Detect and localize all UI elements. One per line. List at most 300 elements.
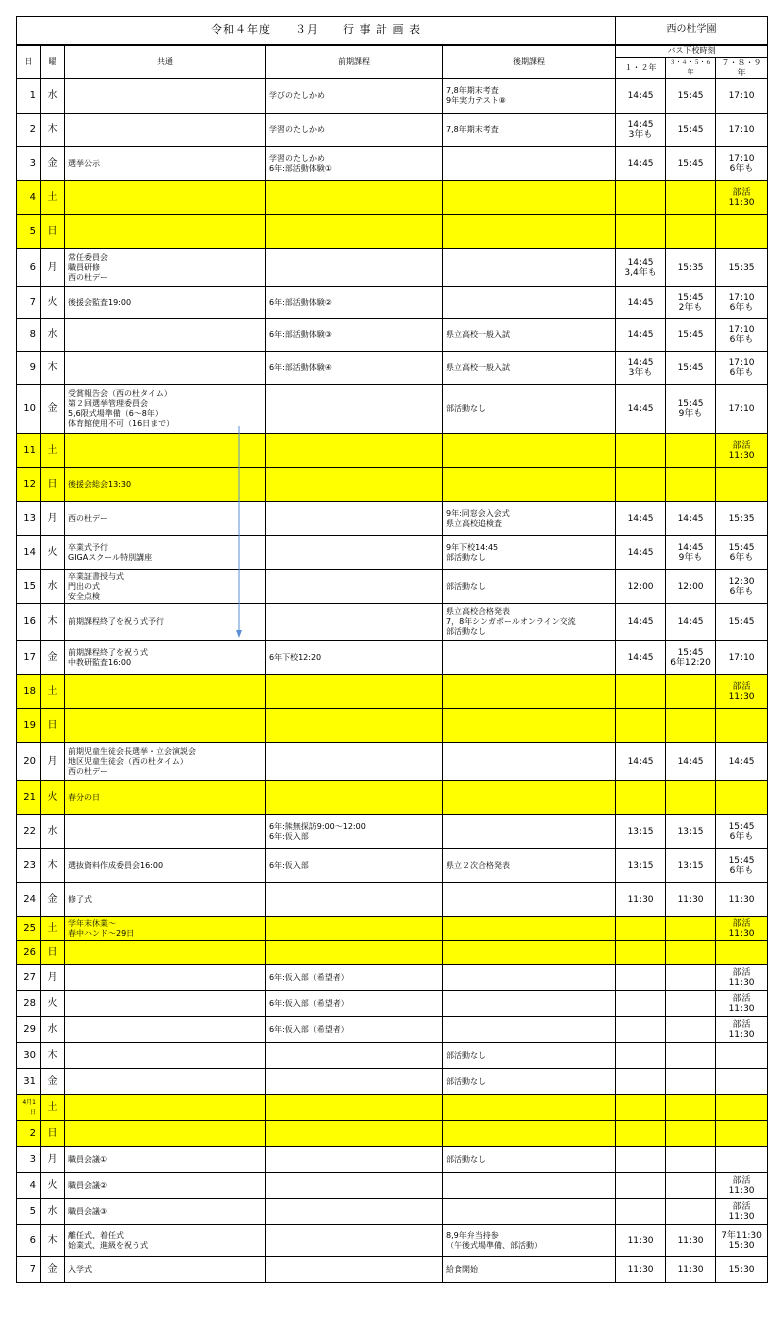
cell-day: 25 <box>17 917 41 941</box>
cell-bus-7-9 <box>716 709 768 743</box>
cell-bus-3-6 <box>666 709 716 743</box>
cell-bus-1-2 <box>616 468 666 502</box>
table-row <box>17 1257 768 1283</box>
table-row <box>17 941 768 965</box>
cell-bus-3-6: 14:45 <box>666 743 716 781</box>
cell-bus-1-2 <box>616 709 666 743</box>
cell-bus-1-2 <box>616 1173 666 1199</box>
cell-common: 前期児童生徒会長選挙・立会演説会 地区児童生徒会（西の杜タイム） 西の杜デー <box>65 743 266 781</box>
cell-bus-7-9: 17:10 <box>716 641 768 675</box>
cell-weekday: 火 <box>41 536 65 570</box>
cell-day: 1 <box>17 79 41 114</box>
cell-early <box>266 385 443 434</box>
cell-bus-7-9 <box>716 468 768 502</box>
cell-early: 6年:仮入部 <box>266 849 443 883</box>
cell-weekday: 日 <box>41 215 65 249</box>
table-row <box>17 1043 768 1069</box>
cell-weekday: 月 <box>41 1147 65 1173</box>
cell-day: 10 <box>17 385 41 434</box>
header-common: 共通 <box>65 45 266 79</box>
cell-day: 15 <box>17 570 41 604</box>
cell-bus-1-2 <box>616 1069 666 1095</box>
cell-weekday: 火 <box>41 287 65 319</box>
cell-early: 6年:部活動体験④ <box>266 352 443 385</box>
cell-bus-1-2 <box>616 1043 666 1069</box>
cell-bus-1-2: 14:45 3,4年も <box>616 249 666 287</box>
table-row <box>17 181 768 215</box>
cell-day: 8 <box>17 319 41 352</box>
cell-bus-3-6 <box>666 468 716 502</box>
cell-weekday: 月 <box>41 743 65 781</box>
cell-weekday: 土 <box>41 434 65 468</box>
cell-common <box>65 709 266 743</box>
cell-bus-7-9: 部活 11:30 <box>716 1173 768 1199</box>
cell-early <box>266 743 443 781</box>
cell-bus-7-9: 部活 11:30 <box>716 1017 768 1043</box>
cell-early <box>266 215 443 249</box>
cell-day: 3 <box>17 1147 41 1173</box>
cell-bus-3-6 <box>666 965 716 991</box>
header-bus: バス下校時刻 <box>616 45 768 58</box>
cell-day: 21 <box>17 781 41 815</box>
cell-weekday: 水 <box>41 1017 65 1043</box>
cell-late <box>443 147 616 181</box>
schedule-table <box>16 16 768 1283</box>
cell-day: 31 <box>17 1069 41 1095</box>
cell-bus-3-6: 13:15 <box>666 849 716 883</box>
cell-bus-3-6 <box>666 675 716 709</box>
cell-late: 9年下校14:45 部活動なし <box>443 536 616 570</box>
cell-weekday: 水 <box>41 815 65 849</box>
cell-bus-3-6: 14:45 <box>666 502 716 536</box>
cell-weekday: 木 <box>41 1225 65 1257</box>
table-row <box>17 781 768 815</box>
cell-common: 卒業証書授与式 門出の式 安全点検 <box>65 570 266 604</box>
cell-bus-3-6 <box>666 1095 716 1121</box>
cell-day: 26 <box>17 941 41 965</box>
cell-bus-7-9: 15:45 6年も <box>716 849 768 883</box>
cell-bus-1-2 <box>616 781 666 815</box>
cell-common: 後援会総会13:30 <box>65 468 266 502</box>
cell-early <box>266 1095 443 1121</box>
table-row <box>17 1173 768 1199</box>
cell-late: 部活動なし <box>443 1069 616 1095</box>
cell-late: 部活動なし <box>443 1043 616 1069</box>
cell-late <box>443 468 616 502</box>
header-grade-7-9: ７・８・９年 <box>716 58 768 79</box>
cell-early: 6年下校12:20 <box>266 641 443 675</box>
cell-bus-3-6: 15:45 6年12:20 <box>666 641 716 675</box>
cell-bus-7-9: 15:35 <box>716 249 768 287</box>
cell-day: 4 <box>17 1173 41 1199</box>
cell-late: 県立高校一般入試 <box>443 319 616 352</box>
cell-bus-7-9: 部活 11:30 <box>716 675 768 709</box>
cell-bus-7-9 <box>716 1147 768 1173</box>
table-row <box>17 917 768 941</box>
cell-bus-3-6 <box>666 781 716 815</box>
cell-common: 選抜資料作成委員会16:00 <box>65 849 266 883</box>
cell-day: 7 <box>17 287 41 319</box>
cell-common: 選挙公示 <box>65 147 266 181</box>
cell-early <box>266 468 443 502</box>
cell-bus-7-9: 7年11:30 15:30 <box>716 1225 768 1257</box>
cell-weekday: 水 <box>41 1199 65 1225</box>
cell-weekday: 木 <box>41 604 65 641</box>
cell-late <box>443 1095 616 1121</box>
cell-early: 学びのたしかめ <box>266 79 443 114</box>
cell-day: 13 <box>17 502 41 536</box>
header-late: 後期課程 <box>443 45 616 79</box>
cell-day: 24 <box>17 883 41 917</box>
table-row <box>17 815 768 849</box>
cell-weekday: 木 <box>41 114 65 147</box>
cell-bus-3-6 <box>666 215 716 249</box>
cell-day: 7 <box>17 1257 41 1283</box>
cell-bus-3-6: 13:15 <box>666 815 716 849</box>
cell-bus-3-6 <box>666 434 716 468</box>
cell-bus-7-9: 15:45 <box>716 604 768 641</box>
cell-common <box>65 79 266 114</box>
cell-bus-1-2: 14:45 <box>616 604 666 641</box>
cell-bus-1-2: 14:45 <box>616 319 666 352</box>
cell-bus-1-2: 12:00 <box>616 570 666 604</box>
cell-bus-3-6 <box>666 1069 716 1095</box>
cell-day: 4月1日 <box>17 1095 41 1121</box>
cell-bus-1-2: 14:45 <box>616 502 666 536</box>
cell-bus-1-2: 14:45 <box>616 743 666 781</box>
cell-late <box>443 434 616 468</box>
table-row <box>17 147 768 181</box>
cell-early: 6年:仮入部（希望者） <box>266 965 443 991</box>
cell-bus-3-6: 11:30 <box>666 1257 716 1283</box>
cell-bus-7-9: 17:10 6年も <box>716 287 768 319</box>
cell-bus-1-2: 14:45 <box>616 385 666 434</box>
cell-common <box>65 815 266 849</box>
cell-late <box>443 1199 616 1225</box>
table-row <box>17 965 768 991</box>
cell-common: 後援会監査19:00 <box>65 287 266 319</box>
cell-bus-1-2 <box>616 434 666 468</box>
cell-common: 西の杜デー <box>65 502 266 536</box>
cell-bus-1-2 <box>616 917 666 941</box>
cell-weekday: 水 <box>41 79 65 114</box>
cell-common: 職員会議③ <box>65 1199 266 1225</box>
cell-late: 8,9年弁当持参 （午後式場準備、部活動） <box>443 1225 616 1257</box>
school-name: 西の杜学園 <box>616 17 768 45</box>
cell-common <box>65 181 266 215</box>
cell-common <box>65 1069 266 1095</box>
cell-bus-3-6 <box>666 941 716 965</box>
cell-weekday: 木 <box>41 1043 65 1069</box>
cell-common <box>65 215 266 249</box>
cell-bus-3-6: 14:45 <box>666 604 716 641</box>
table-row <box>17 1017 768 1043</box>
header-grade-1-2: １・２年 <box>616 58 666 79</box>
cell-early <box>266 1199 443 1225</box>
cell-bus-1-2: 11:30 <box>616 1257 666 1283</box>
cell-late <box>443 287 616 319</box>
cell-day: 17 <box>17 641 41 675</box>
cell-late <box>443 1173 616 1199</box>
cell-early <box>266 1069 443 1095</box>
cell-early <box>266 181 443 215</box>
cell-late <box>443 709 616 743</box>
cell-bus-3-6: 15:45 <box>666 352 716 385</box>
cell-common: 修了式 <box>65 883 266 917</box>
cell-early <box>266 781 443 815</box>
table-row <box>17 1095 768 1121</box>
cell-late <box>443 1121 616 1147</box>
cell-bus-3-6: 15:45 <box>666 79 716 114</box>
cell-bus-1-2 <box>616 181 666 215</box>
cell-day: 6 <box>17 249 41 287</box>
cell-weekday: 金 <box>41 385 65 434</box>
cell-late <box>443 181 616 215</box>
cell-bus-1-2: 14:45 <box>616 79 666 114</box>
table-row <box>17 1147 768 1173</box>
cell-common: 常任委員会 職員研修 西の杜デー <box>65 249 266 287</box>
cell-bus-1-2 <box>616 1147 666 1173</box>
cell-early: 6年:熊無探訪9:00～12:00 6年:仮入部 <box>266 815 443 849</box>
cell-common: 離任式、着任式 始業式、進級を祝う式 <box>65 1225 266 1257</box>
table-row <box>17 675 768 709</box>
cell-early <box>266 1147 443 1173</box>
table-row <box>17 641 768 675</box>
cell-common: 前期課程終了を祝う式 中教研監査16:00 <box>65 641 266 675</box>
cell-bus-3-6: 15:45 <box>666 319 716 352</box>
cell-day: 14 <box>17 536 41 570</box>
cell-weekday: 日 <box>41 468 65 502</box>
cell-late <box>443 991 616 1017</box>
cell-late: 9年:同窓会入会式 県立高校追検査 <box>443 502 616 536</box>
cell-bus-1-2: 14:45 <box>616 641 666 675</box>
cell-weekday: 日 <box>41 941 65 965</box>
cell-common: 受賞報告会（西の杜タイム） 第２回選挙管理委員会 5,6限式場準備（6～8年） 体育館使用不可（16日まで） <box>65 385 266 434</box>
arrow-down-icon <box>234 426 244 640</box>
cell-late <box>443 815 616 849</box>
table-row <box>17 709 768 743</box>
cell-late <box>443 917 616 941</box>
cell-common: 入学式 <box>65 1257 266 1283</box>
cell-bus-1-2: 11:30 <box>616 883 666 917</box>
cell-weekday: 土 <box>41 917 65 941</box>
table-row <box>17 502 768 536</box>
cell-weekday: 土 <box>41 1095 65 1121</box>
header-grade-3-6: ３・４・５・６年 <box>666 58 716 79</box>
cell-late <box>443 215 616 249</box>
cell-early <box>266 917 443 941</box>
cell-day: 5 <box>17 215 41 249</box>
table-row <box>17 352 768 385</box>
cell-bus-1-2 <box>616 965 666 991</box>
cell-bus-1-2 <box>616 941 666 965</box>
cell-day: 20 <box>17 743 41 781</box>
cell-weekday: 土 <box>41 181 65 215</box>
cell-bus-3-6: 11:30 <box>666 883 716 917</box>
header-early: 前期課程 <box>266 45 443 79</box>
cell-early: 学習のたしかめ 6年:部活動体験① <box>266 147 443 181</box>
cell-early: 学習のたしかめ <box>266 114 443 147</box>
cell-bus-3-6: 15:45 2年も <box>666 287 716 319</box>
cell-early <box>266 570 443 604</box>
cell-weekday: 木 <box>41 849 65 883</box>
cell-late <box>443 781 616 815</box>
cell-bus-7-9: 15:45 6年も <box>716 536 768 570</box>
cell-common <box>65 991 266 1017</box>
cell-bus-1-2 <box>616 991 666 1017</box>
cell-bus-7-9: 17:10 6年も <box>716 352 768 385</box>
cell-common <box>65 675 266 709</box>
cell-common: 学年末休業～ 春中ハンド～29日 <box>65 917 266 941</box>
table-row <box>17 849 768 883</box>
table-row <box>17 468 768 502</box>
cell-bus-3-6: 15:45 <box>666 114 716 147</box>
cell-bus-7-9: 14:45 <box>716 743 768 781</box>
cell-early <box>266 675 443 709</box>
cell-common: 春分の日 <box>65 781 266 815</box>
cell-bus-7-9: 部活 11:30 <box>716 434 768 468</box>
cell-day: 23 <box>17 849 41 883</box>
cell-bus-7-9: 17:10 <box>716 79 768 114</box>
cell-bus-1-2 <box>616 1095 666 1121</box>
cell-late: 部活動なし <box>443 1147 616 1173</box>
cell-bus-7-9: 15:35 <box>716 502 768 536</box>
cell-day: 16 <box>17 604 41 641</box>
cell-late: 給食開始 <box>443 1257 616 1283</box>
cell-weekday: 水 <box>41 570 65 604</box>
cell-early <box>266 883 443 917</box>
cell-bus-1-2: 14:45 3年も <box>616 114 666 147</box>
cell-late <box>443 249 616 287</box>
cell-weekday: 月 <box>41 502 65 536</box>
cell-bus-1-2 <box>616 215 666 249</box>
cell-common: 卒業式予行 GIGAスクール特別講座 <box>65 536 266 570</box>
cell-bus-3-6 <box>666 991 716 1017</box>
cell-bus-3-6: 11:30 <box>666 1225 716 1257</box>
cell-bus-1-2 <box>616 1017 666 1043</box>
cell-bus-1-2 <box>616 1199 666 1225</box>
cell-weekday: 火 <box>41 1173 65 1199</box>
cell-common: 職員会議② <box>65 1173 266 1199</box>
cell-bus-3-6 <box>666 1121 716 1147</box>
cell-bus-7-9: 17:10 <box>716 114 768 147</box>
cell-bus-3-6: 15:45 <box>666 147 716 181</box>
cell-common <box>65 352 266 385</box>
cell-late: 7,8年期末考査 9年実力テスト⑧ <box>443 79 616 114</box>
cell-late <box>443 941 616 965</box>
cell-early <box>266 941 443 965</box>
cell-bus-7-9 <box>716 1121 768 1147</box>
cell-late: 県立高校合格発表 7，8年シンガポールオンライン交流 部活動なし <box>443 604 616 641</box>
cell-common <box>65 319 266 352</box>
cell-early <box>266 1173 443 1199</box>
cell-day: 27 <box>17 965 41 991</box>
cell-early <box>266 1043 443 1069</box>
table-row <box>17 1225 768 1257</box>
cell-early: 6年:部活動体験③ <box>266 319 443 352</box>
table-row <box>17 604 768 641</box>
cell-weekday: 水 <box>41 319 65 352</box>
table-row <box>17 1121 768 1147</box>
table-row <box>17 1199 768 1225</box>
cell-bus-7-9: 部活 11:30 <box>716 1199 768 1225</box>
cell-bus-3-6 <box>666 1147 716 1173</box>
cell-bus-7-9: 17:10 <box>716 385 768 434</box>
cell-weekday: 日 <box>41 709 65 743</box>
table-row <box>17 434 768 468</box>
cell-late: 7,8年期末考査 <box>443 114 616 147</box>
cell-common <box>65 965 266 991</box>
cell-day: 5 <box>17 1199 41 1225</box>
cell-common <box>65 1121 266 1147</box>
cell-weekday: 日 <box>41 1121 65 1147</box>
cell-common <box>65 941 266 965</box>
cell-early <box>266 1257 443 1283</box>
table-row <box>17 743 768 781</box>
cell-late: 県立高校一般入試 <box>443 352 616 385</box>
page-title: 令和４年度 ３月 行 事 計 画 表 <box>17 17 616 45</box>
cell-bus-1-2: 14:45 <box>616 536 666 570</box>
cell-weekday: 金 <box>41 1069 65 1095</box>
table-row <box>17 79 768 114</box>
cell-weekday: 火 <box>41 781 65 815</box>
cell-day: 12 <box>17 468 41 502</box>
cell-weekday: 土 <box>41 675 65 709</box>
cell-bus-7-9: 部活 11:30 <box>716 917 768 941</box>
cell-bus-7-9 <box>716 1069 768 1095</box>
table-row <box>17 1069 768 1095</box>
cell-bus-3-6: 12:00 <box>666 570 716 604</box>
cell-early <box>266 1225 443 1257</box>
cell-weekday: 火 <box>41 991 65 1017</box>
table-row <box>17 536 768 570</box>
cell-bus-7-9 <box>716 1043 768 1069</box>
cell-late <box>443 641 616 675</box>
cell-day: 11 <box>17 434 41 468</box>
cell-day: 6 <box>17 1225 41 1257</box>
cell-early: 6年:仮入部（希望者） <box>266 1017 443 1043</box>
cell-bus-7-9: 15:45 6年も <box>716 815 768 849</box>
cell-common <box>65 1043 266 1069</box>
cell-late <box>443 965 616 991</box>
cell-bus-1-2 <box>616 1121 666 1147</box>
cell-bus-7-9 <box>716 941 768 965</box>
cell-day: 28 <box>17 991 41 1017</box>
cell-early <box>266 1121 443 1147</box>
cell-bus-7-9 <box>716 781 768 815</box>
cell-bus-3-6 <box>666 181 716 215</box>
cell-bus-7-9: 11:30 <box>716 883 768 917</box>
cell-common <box>65 114 266 147</box>
cell-late: 部活動なし <box>443 570 616 604</box>
table-row <box>17 991 768 1017</box>
cell-day: 9 <box>17 352 41 385</box>
cell-bus-7-9: 12:30 6年も <box>716 570 768 604</box>
cell-bus-1-2: 13:15 <box>616 815 666 849</box>
cell-early <box>266 709 443 743</box>
cell-early <box>266 434 443 468</box>
cell-early: 6年:仮入部（希望者） <box>266 991 443 1017</box>
cell-weekday: 金 <box>41 641 65 675</box>
table-row <box>17 883 768 917</box>
cell-day: 4 <box>17 181 41 215</box>
cell-weekday: 金 <box>41 1257 65 1283</box>
cell-weekday: 金 <box>41 883 65 917</box>
cell-bus-3-6: 14:45 9年も <box>666 536 716 570</box>
table-row <box>17 570 768 604</box>
cell-weekday: 月 <box>41 249 65 287</box>
cell-common <box>65 1095 266 1121</box>
